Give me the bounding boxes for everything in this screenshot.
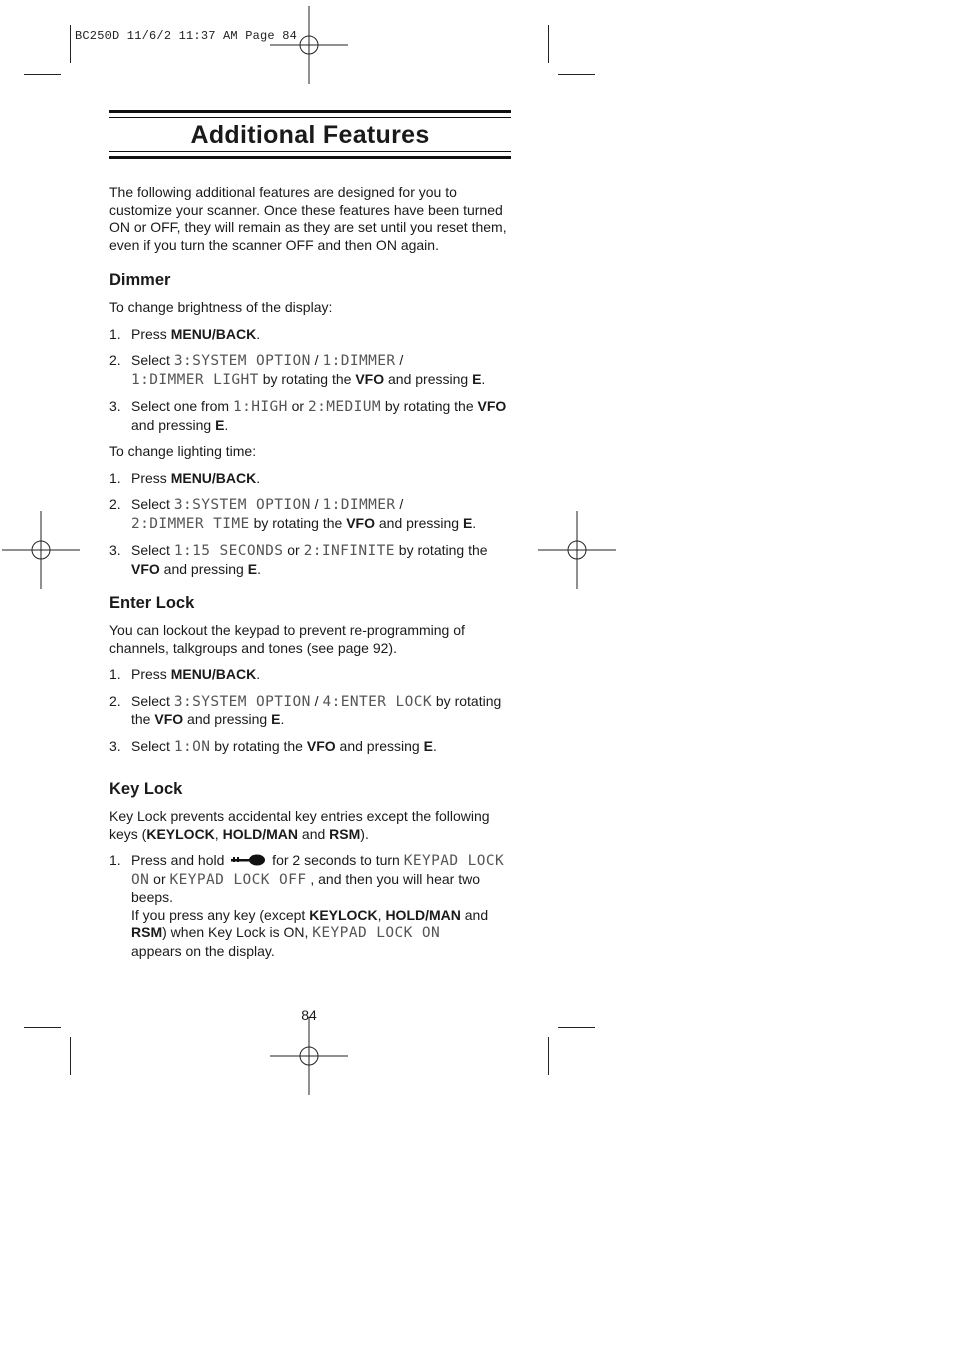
section-heading-enter-lock: Enter Lock xyxy=(109,594,195,612)
step-number: 2. xyxy=(109,496,121,512)
section-heading-dimmer: Dimmer xyxy=(109,271,171,289)
crop-mark xyxy=(70,25,71,63)
step-number: 1. xyxy=(109,469,121,486)
lcd-text: 1:15 SECONDS xyxy=(173,543,284,559)
key-label: VFO xyxy=(154,711,184,727)
crop-mark xyxy=(558,1027,595,1028)
enter-lock-steps xyxy=(109,666,511,756)
step-number: 1. xyxy=(109,852,121,868)
list-item: 2. Select 3:SYSTEM OPTION / 4:ENTER LOCK by rotating the VFO and pressing E. xyxy=(109,692,502,727)
key-label: VFO xyxy=(131,560,160,577)
key-label: E xyxy=(215,416,225,433)
dimmer-time-lead: To change lighting time: xyxy=(109,443,257,459)
key-label: KEYLOCK xyxy=(309,906,378,923)
lcd-text: 3:SYSTEM OPTION xyxy=(173,353,311,369)
page-content xyxy=(109,110,511,960)
lcd-text: 1:ON xyxy=(173,738,211,755)
registration-mark-icon xyxy=(270,1017,348,1095)
list-item: 3. Select 1:ON by rotating the VFO and pressing E. xyxy=(109,737,437,755)
list-item: 3. Select one from 1:HIGH or 2:MEDIUM by rotating the VFO and pressing E. xyxy=(109,398,507,433)
crop-mark xyxy=(24,1027,61,1028)
lcd-text: 1:DIMMER LIGHT xyxy=(131,371,259,388)
key-label: MENU/BACK xyxy=(170,325,257,342)
key-label: VFO xyxy=(346,514,375,531)
list-item: 1. Press MENU/BACK. xyxy=(109,325,261,342)
dimmer-brightness-lead: To change brightness of the display: xyxy=(109,299,333,315)
step-number: 3. xyxy=(109,542,121,558)
registration-mark-icon xyxy=(270,6,348,84)
dimmer-time-steps xyxy=(109,470,511,579)
step-number: 3. xyxy=(109,737,121,754)
key-label: VFO xyxy=(306,737,336,754)
title-rule xyxy=(109,110,511,118)
enter-lock-lead: You can lockout the keypad to prevent re-programming of channels, talkgroups and tones (see page 92). xyxy=(109,622,465,656)
lcd-text: 3:SYSTEM OPTION xyxy=(173,497,311,513)
step-number: 2. xyxy=(109,352,121,368)
lcd-text: 1:DIMMER xyxy=(322,497,396,513)
title-rule xyxy=(109,151,511,159)
key-label: RSM xyxy=(329,825,361,842)
crop-mark xyxy=(70,1037,71,1075)
lcd-text: 3:SYSTEM OPTION xyxy=(173,693,311,710)
intro-paragraph: The following additional features are designed for you to customize your scanner. Once these features have been turned ON or OFF, they will remain as they are set until you reset them, even if you turn the scanner OFF and then ON again. xyxy=(109,184,507,253)
lcd-text: 2:DIMMER TIME xyxy=(131,515,250,532)
key-label: MENU/BACK xyxy=(170,469,257,486)
list-item: 1. Press and hold for 2 seconds to turn KEYPAD LOCK ON or KEYPAD LOCK OFF , and then you will hear two beeps. If you press any key (except KEYLOCK, HOLD/MAN and RSM) when Key Lock is ON, KEYPAD LOCK ON appears on the display. xyxy=(109,852,505,959)
page-title: Additional Features xyxy=(190,121,430,149)
step-number: 3. xyxy=(109,398,121,414)
lcd-text: KEYPAD LOCK OFF xyxy=(169,871,307,888)
crop-mark xyxy=(548,25,549,63)
key-lock-steps xyxy=(109,852,511,960)
page-number: 84 xyxy=(301,1007,317,1023)
list-item: 1. Press MENU/BACK. xyxy=(109,469,261,486)
lcd-text: 2:MEDIUM xyxy=(307,399,381,415)
list-item: 2. Select 3:SYSTEM OPTION / 1:DIMMER / 1:DIMMER LIGHT by rotating the VFO and pressing E. xyxy=(109,352,486,388)
key-label: RSM xyxy=(131,924,163,940)
list-item: 1. Press MENU/BACK. xyxy=(109,666,261,682)
lcd-text: KEYPAD LOCK ON xyxy=(131,853,505,888)
lcd-text: 2:INFINITE xyxy=(303,543,395,559)
registration-mark-icon xyxy=(2,511,80,589)
key-label: E xyxy=(472,370,482,387)
lcd-text: 1:HIGH xyxy=(232,399,288,415)
lcd-text: 4:ENTER LOCK xyxy=(322,693,432,710)
key-label: VFO xyxy=(477,398,507,414)
crop-mark xyxy=(558,74,595,75)
step-number: 2. xyxy=(109,692,121,709)
key-label: HOLD/MAN xyxy=(222,825,299,842)
key-label: E xyxy=(271,711,281,727)
key-label: HOLD/MAN xyxy=(385,906,461,923)
key-label: E xyxy=(462,514,473,531)
crop-mark xyxy=(24,74,61,75)
registration-mark-icon xyxy=(538,511,616,589)
dimmer-brightness-steps xyxy=(109,326,511,435)
key-label: E xyxy=(423,737,433,754)
key-label: E xyxy=(247,560,258,577)
list-item: 2. Select 3:SYSTEM OPTION / 1:DIMMER / 2:DIMMER TIME by rotating the VFO and pressing E. xyxy=(109,496,477,532)
key-lock-lead: Key Lock prevents accidental key entries except the following keys (KEYLOCK, HOLD/MAN and RSM). xyxy=(109,808,490,842)
list-item: 3. Select 1:15 SECONDS or 2:INFINITE by rotating the VFO and pressing E. xyxy=(109,542,488,577)
lcd-text: 1:DIMMER xyxy=(322,353,396,369)
key-label: KEYLOCK xyxy=(146,825,215,842)
step-number: 1. xyxy=(109,325,121,342)
print-slug: BC250D 11/6/2 11:37 AM Page 84 xyxy=(75,29,298,43)
lcd-text: KEYPAD LOCK ON xyxy=(312,925,441,941)
key-label: MENU/BACK xyxy=(170,666,257,682)
step-number: 1. xyxy=(109,666,121,682)
key-icon xyxy=(231,853,265,871)
crop-mark xyxy=(548,1037,549,1075)
key-label: VFO xyxy=(355,370,385,387)
section-heading-key-lock: Key Lock xyxy=(109,780,183,798)
